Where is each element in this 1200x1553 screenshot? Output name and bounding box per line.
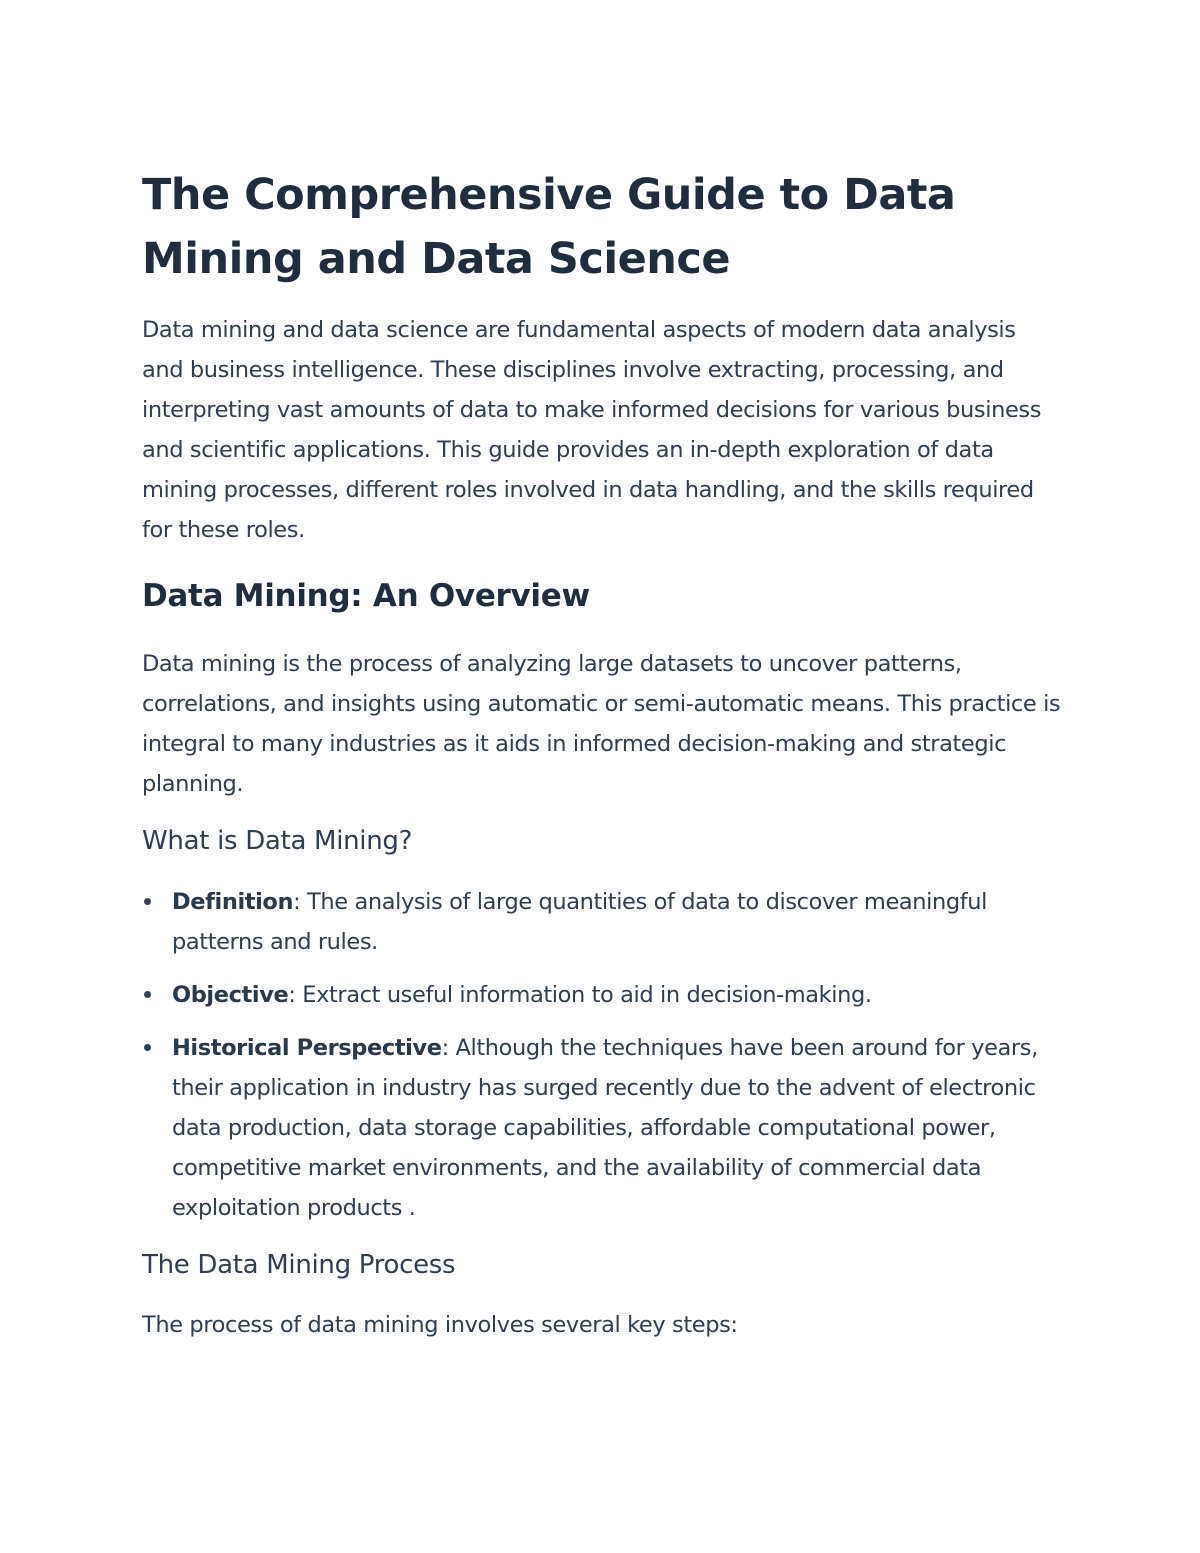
intro-paragraph: Data mining and data science are fundamental aspects of modern data analysis and business intelligence. These disciplines involve extracting, processing, and interpreting vast amounts of data to make informed decisions for various business and scientific applications. This guide provides an in-depth exploration of data mining processes, different roles involved in data handling, and the skills required for these roles. [142,317,1042,543]
list-item-text: : Although the techniques have been around for years, their application in industry has surged recently due to the advent of electronic data production, data storage capabilities, affordable computational power, competitive market environments, and the availability of commercial data exploitation products . [172,1035,1038,1221]
data-mining-process-heading: The Data Mining Process [142,1250,456,1280]
list-item [142,1028,1062,1228]
list-item-term: Definition [172,889,294,915]
bullet-icon [144,1044,151,1051]
list-item [142,882,1062,962]
process-paragraph: The process of data mining involves several key steps: [142,1312,738,1338]
list-item-text: : The analysis of large quantities of data to discover meaningful patterns and rules. [172,889,987,955]
page-title: The Comprehensive Guide to Data Mining and Data Science [142,170,956,284]
list-item [142,975,1062,1015]
overview-paragraph: Data mining is the process of analyzing large datasets to uncover patterns, correlations, and insights using automatic or semi-automatic means. This practice is integral to many industries as it aids in informed decision-making and strategic planning. [142,651,1061,797]
definition-list [142,882,1062,1241]
bullet-icon [144,898,151,905]
list-item-text: : Extract useful information to aid in decision-making. [288,982,872,1008]
list-item-term: Historical Perspective [172,1035,442,1061]
what-is-data-mining-heading: What is Data Mining? [142,826,413,856]
overview-heading: Data Mining: An Overview [142,578,590,614]
bullet-icon [144,991,151,998]
list-item-term: Objective [172,982,289,1008]
